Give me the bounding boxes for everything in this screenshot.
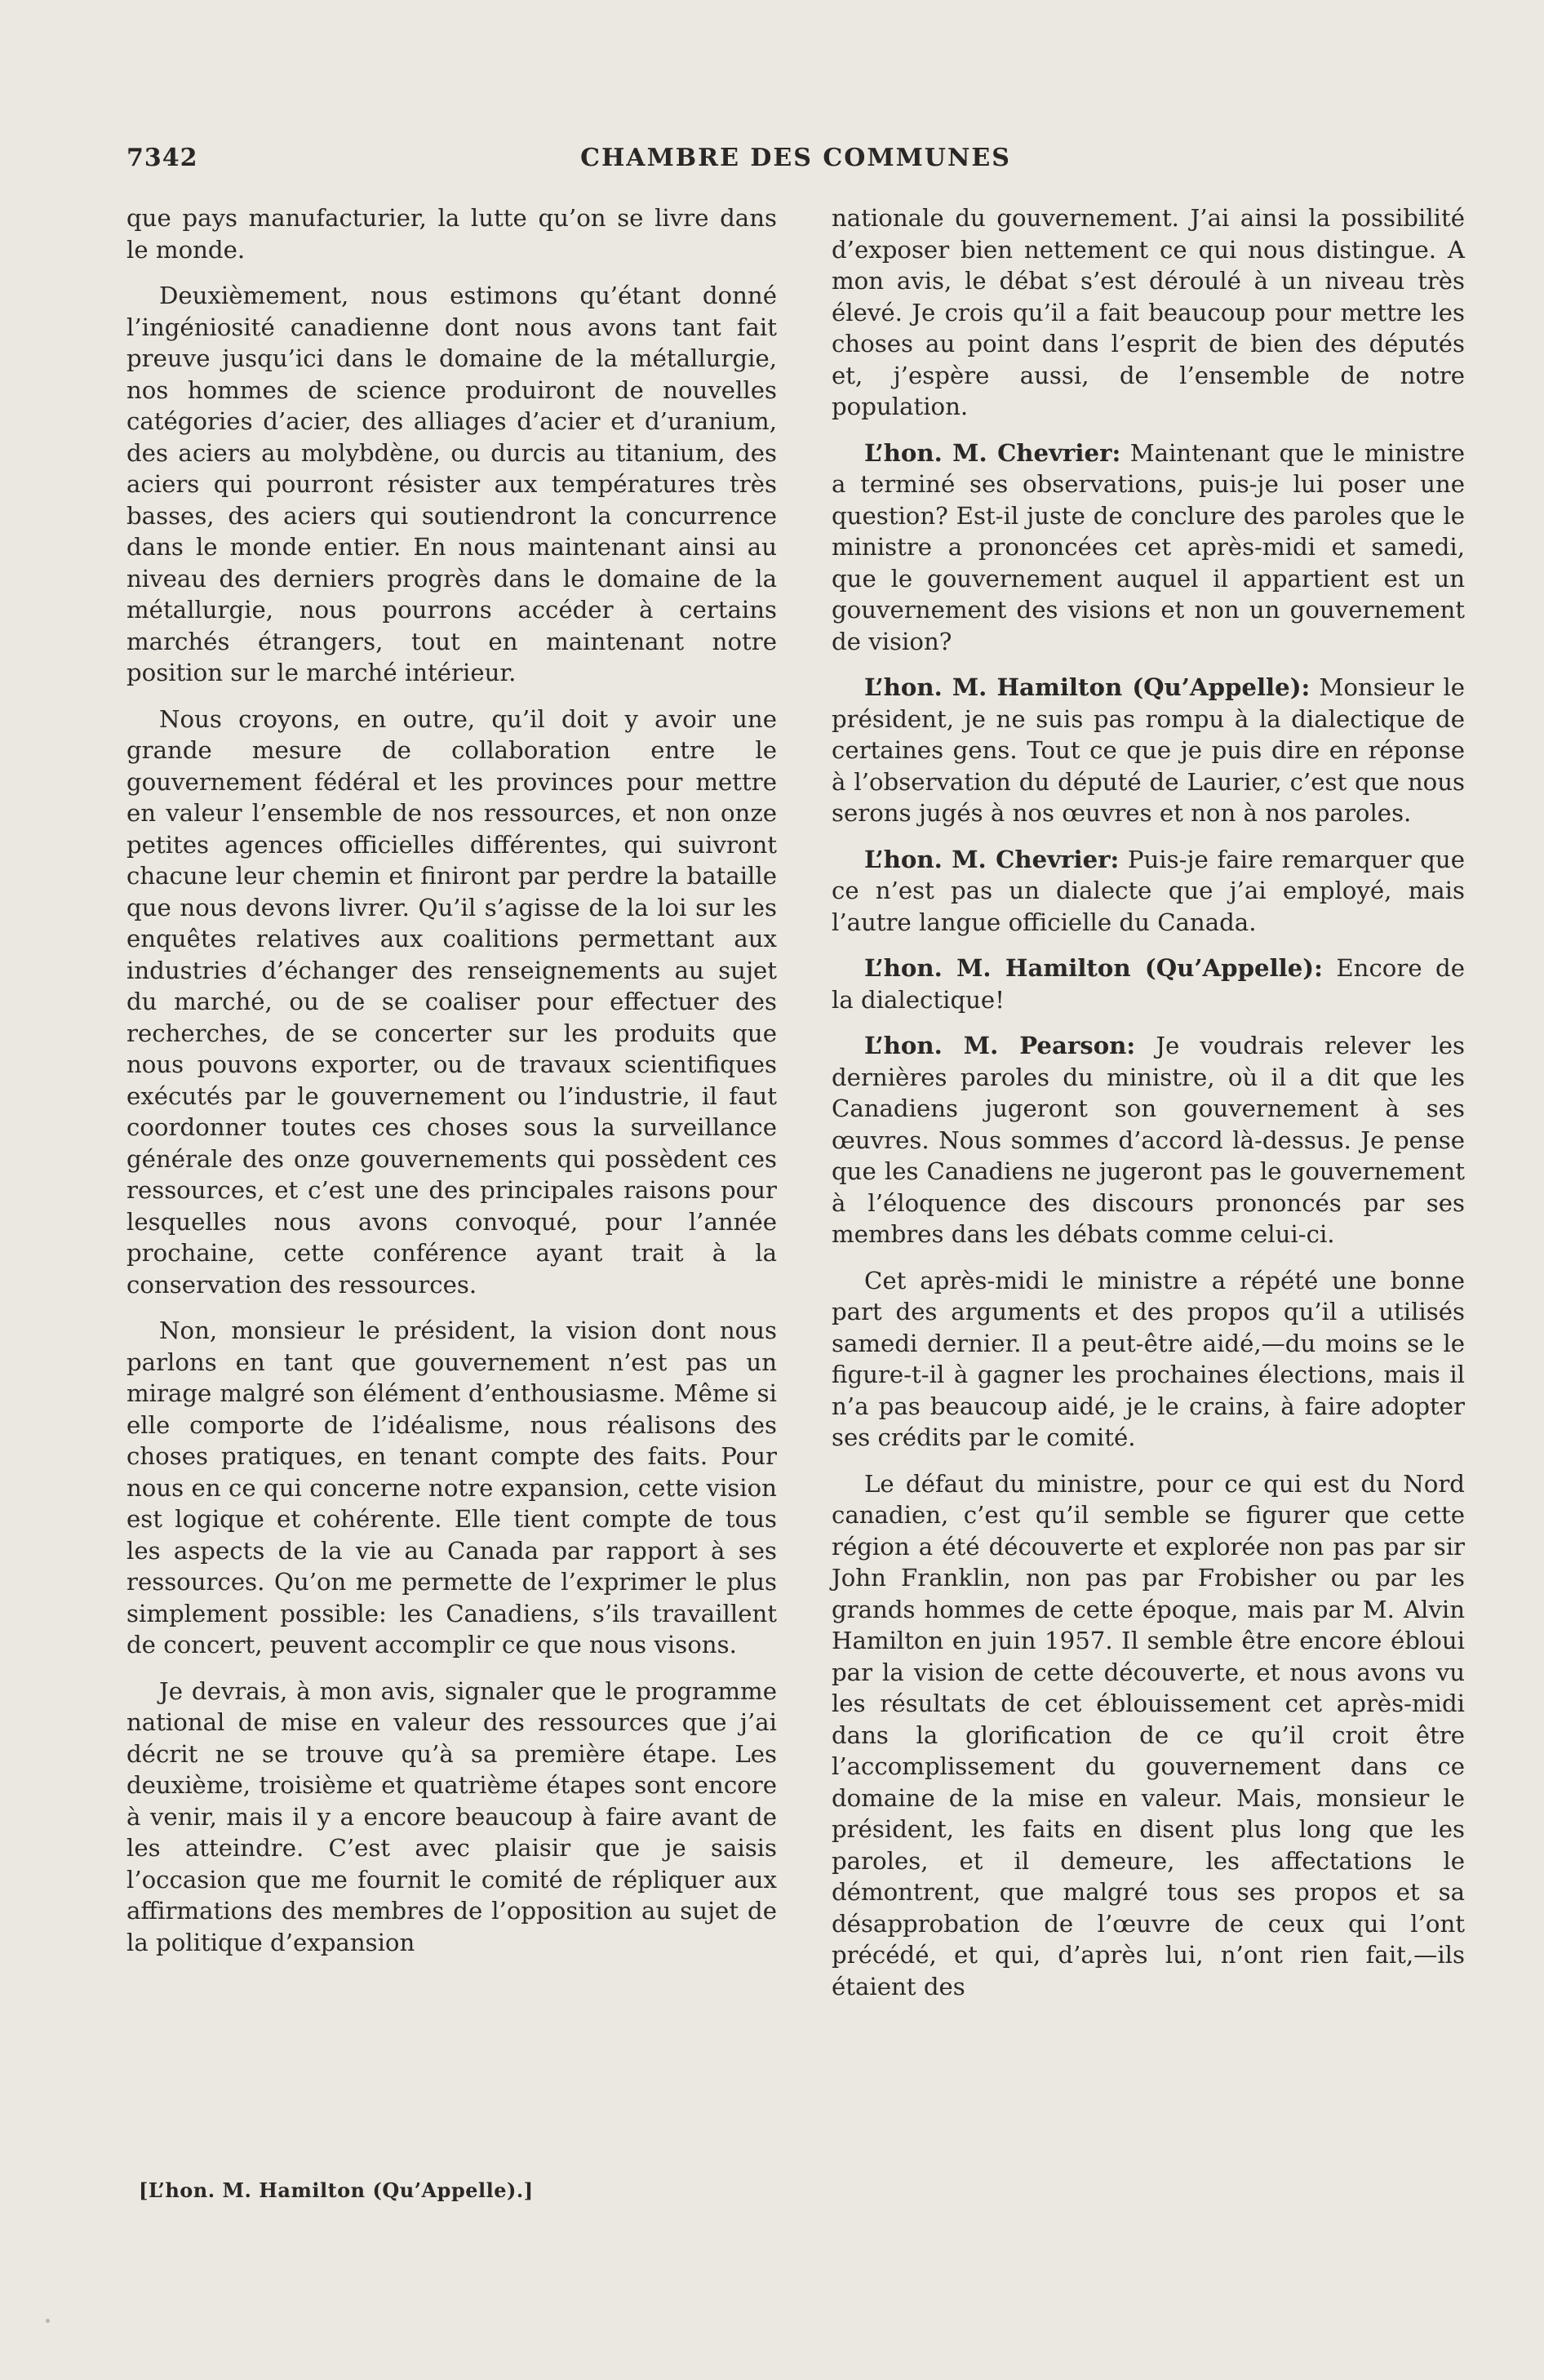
paragraph: Non, monsieur le président, la vision dont nous parlons en tant que gouvernement n’est pas un mirage malgré son élément d’enthousiasme. Même si elle comporte de l’idéalisme, nous réalisons des choses pratiques, en tenant compte des faits. Pour nous en ce qui concerne notre expansion, cette vision est logique et cohérente. Elle tient compte de tous les aspects de la vie au Canada par rapport à ses ressources. Qu’on me permette de l’exprimer le plus simplement possible: les Canadiens, s’ils travaillent de concert, peuvent accomplir ce que nous visons. (126, 1317, 777, 1658)
paragraph: Le défaut du ministre, pour ce qui est du Nord canadien, c’est qu’il semble se figurer que cette région a été découverte et explorée non pas par sir John Franklin, non pas par Frobisher ou par les grands hommes de cette époque, mais par M. Alvin Hamilton en juin 1957. Il semble être encore ébloui par la vision de cette découverte, et nous avons vu les résultats de cet éblouissement cet après-midi dans la glorification de ce qu’il croit être l’accomplissement du gouvernement dans ce domaine de la mise en valeur. Mais, monsieur le président, les faits en disent plus long que les paroles, et il demeure, les affectations le démontrent, que malgré tous ses propos et sa désapprobation de l’œuvre de ceux qui l’ont précédé, et qui, d’après lui, n’ont rien fait,—ils étaient des (832, 1469, 1465, 2000)
speaker-name: L’hon. M. Chevrier: (864, 845, 1120, 873)
paragraph: que pays manufacturier, la lutte qu’on se livre dans le monde. (126, 204, 777, 264)
speech (832, 672, 1465, 829)
paragraph: Nous croyons, en outre, qu’il doit y avoir une grande mesure de collaboration entre le gouvernement fédéral et les provinces pour mettre en valeur l’ensemble de nos ressources, et non onze petites agences officielles différentes, qui suivront chacune leur chemin et finiront par perdre la bataille que nous devons livrer. Qu’il s’agisse de la loi sur les enquêtes relatives aux coalitions permettant aux industries d’échanger des renseignements au sujet du marché, ou de se coaliser pour effectuer des recherches, de se concerter sur les produits que nous pouvons exporter, ou de travaux scientifiques exécutés par le gouvernement ou l’industrie, il faut coordonner toutes ces choses sous la surveillance générale des onze gouvernements qui possèdent ces ressources, et c’est une des principales raisons pour lesquelles nous avons convoqué, pour l’année prochaine, cette conférence ayant trait à la conservation des ressources. (126, 704, 777, 1299)
speech (832, 1030, 1465, 1250)
speech-text: Maintenant que le ministre a terminé ses observations, puis-je lui poser une question? Est-il juste de conclure des paroles que le ministre a prononcées cet après-midi et samedi, que le gouvernement auquel il appartient est un gouvernement des visions et non un gouvernement de vision? (832, 438, 1466, 655)
right-column (832, 202, 1465, 2002)
speech (832, 437, 1465, 658)
speech-text: Puis-je faire remarquer que ce n’est pas un dialecte que j’ai employé, mais l’autre langue officielle du Canada. (832, 845, 1465, 936)
paragraph: Je devrais, à mon avis, signaler que le programme national de mise en valeur des ressources que j’ai décrit ne se trouve qu’à sa première étape. Les deuxième, troisième et quatrième étapes sont encore à venir, mais il y a encore beaucoup à faire avant de les atteindre. C’est avec plaisir que je saisis l’occasion que me fournit le comité de répliquer aux affirmations des membres de l’opposition au sujet de la politique d’expansion (126, 1676, 777, 1956)
paper-speck (46, 2319, 50, 2323)
speaker-name: L’hon. M. Chevrier: (864, 438, 1121, 467)
page-number: 7342 (126, 144, 198, 172)
paragraph: Deuxièmement, nous estimons qu’étant donné l’ingéniosité canadienne dont nous avons tant fait preuve jusqu’ici dans le domaine de la métallurgie, nos hommes de science produiront de nouvelles catégories d’acier, des alliages d’acier et d’uranium, des aciers au molybdène, ou durcis au titanium, des aciers qui pourront résister aux températures très basses, des aciers qui soutiendront la concurrence dans le monde entier. En nous maintenant ainsi au niveau des derniers progrès dans le domaine de la métallurgie, nous pourrons accéder à certains marchés étrangers, tout en maintenant notre position sur le marché intérieur. (126, 282, 777, 686)
paragraph: Cet après-midi le ministre a répété une bonne part des arguments et des propos qu’il a utilisés samedi dernier. Il a peut-être aidé,—du moins se le figure-t-il à gagner les prochaines élections, mais il n’a pas beaucoup aidé, je le crains, à faire adopter ses crédits par le comité. (832, 1266, 1465, 1451)
speaker-attribution-footer: [L’hon. M. Hamilton (Qu’Appelle).] (139, 2178, 534, 2202)
paragraph: nationale du gouvernement. J’ai ainsi la possibilité d’exposer bien nettement ce qui nous distingue. A mon avis, le débat s’est déroulé à un niveau très élevé. Je crois qu’il a fait beaucoup pour mettre les choses au point dans l’esprit de bien des députés et, j’espère aussi, de l’ensemble de notre population. (832, 204, 1465, 420)
speech (832, 952, 1465, 1015)
speech-text: Encore de la dialectique! (832, 954, 1466, 1014)
speaker-name: L’hon. M. Pearson: (864, 1032, 1136, 1059)
speaker-name: L’hon. M. Hamilton (Qu’Appelle): (864, 954, 1323, 982)
left-column (126, 202, 777, 1958)
page-header (126, 144, 1465, 184)
speech-text: Je voudrais relever les dernières paroles du ministre, où il a dit que les Canadiens jugeront son gouvernement à ses œuvres. Nous sommes d’accord là-dessus. Je pense que les Canadiens ne jugeront pas le gouvernement à l’éloquence des discours prononcés par ses membres dans les débats comme celui-ci. (832, 1032, 1466, 1248)
speech (832, 844, 1465, 939)
running-title: CHAMBRE DES COMMUNES (580, 144, 1011, 172)
speech-text: Monsieur le président, je ne suis pas rompu à la dialectique de certaines gens. Tout ce que je puis dire en réponse à l’observation du député de Laurier, c’est que nous serons jugés à nos œuvres et non à nos paroles. (832, 673, 1465, 827)
speaker-name: L’hon. M. Hamilton (Qu’Appelle): (864, 673, 1311, 701)
